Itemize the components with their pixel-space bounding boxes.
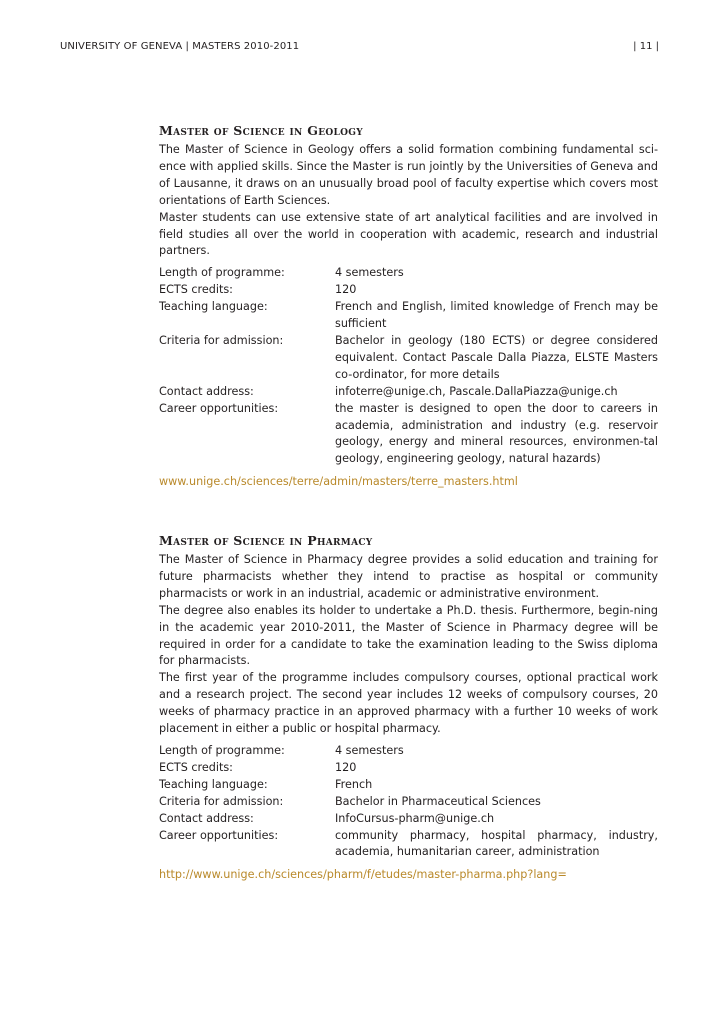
detail-label: Length of programme: [159,743,285,757]
detail-value: Bachelor in geology (180 ECTS) or degree considered equivalent. Contact Pascale Dalla Piazza, ELSTE Masters co-ordinator, for more details [335,333,658,381]
detail-value: 4 semesters [335,266,404,280]
page-number: | 11 | [633,41,659,52]
detail-row [159,282,658,299]
running-header: UNIVERSITY OF GENEVA | MASTERS 2010-2011 [60,41,300,52]
pharmacy-section [159,533,658,884]
detail-row [159,401,658,469]
detail-label: ECTS credits: [159,760,233,774]
geology-section [159,123,658,491]
detail-label: Criteria for admission: [159,794,284,808]
pharmacy-title: Master of Science in Pharmacy [159,533,373,548]
detail-label: Criteria for admission: [159,333,284,347]
detail-value: French and English, limited knowledge of French may be sufficient [335,300,658,331]
geology-paragraph: Master students can use extensive state of art analytical facilities and are involved in field studies all over the world in cooperation with academic, research and industrial partners. [159,210,658,258]
detail-value: 120 [335,760,357,774]
detail-value: French [335,777,373,791]
detail-row [159,811,658,828]
detail-value: community pharmacy, hospital pharmacy, industry, academia, humanitarian career, administration [335,828,658,859]
detail-label: Length of programme: [159,266,285,280]
pharmacy-paragraph: The first year of the programme includes compulsory courses, optional practical work and a research project. The second year includes 12 weeks of compulsory courses, 20 weeks of pharmacy practice in an approved pharmacy with a further 10 weeks of work placement in either a public or hospital pharmacy. [159,671,658,736]
detail-row [159,794,658,811]
geology-title: Master of Science in Geology [159,123,363,138]
detail-row [159,743,658,760]
detail-row [159,828,658,862]
detail-label: Teaching language: [159,300,268,314]
detail-value: 4 semesters [335,743,404,757]
detail-row [159,777,658,794]
detail-value: InfoCursus-pharm@unige.ch [335,811,495,825]
detail-row [159,265,658,282]
detail-value: infoterre@unige.ch, Pascale.DallaPiazza@unige.ch [335,384,618,398]
detail-label: Contact address: [159,811,254,825]
detail-label: Contact address: [159,384,254,398]
detail-value: the master is designed to open the door to careers in academia, administration and industry (e.g. reservoir geology, energy and mineral resources, environmen-tal geology, engineering geology, natural hazards) [335,401,658,466]
geology-link[interactable]: www.unige.ch/sciences/terre/admin/masters/terre_masters.html [159,475,518,489]
pharmacy-paragraph: The degree also enables its holder to undertake a Ph.D. thesis. Furthermore, begin-ning in the academic year 2010-2011, the Master of Science in Pharmacy degree will be required in order for a candidate to take the examination leading to the Swiss diploma for pharmacists. [159,603,658,668]
detail-label: Teaching language: [159,777,268,791]
detail-row [159,384,658,401]
pharmacy-paragraph: The Master of Science in Pharmacy degree provides a solid education and training for future pharmacists whether they intend to practise as hospital or community pharmacists or work in an industrial, academic or administrative environment. [159,553,658,600]
geology-paragraph: The Master of Science in Geology offers a solid formation combining fundamental sci-ence with applied skills. Since the Master is run jointly by the Universities of Geneva and of Lausanne, it draws on an unusually broad pool of faculty expertise which covers most orientations of Earth Sciences. [159,143,658,207]
pharmacy-link[interactable]: http://www.unige.ch/sciences/pharm/f/etudes/master-pharma.php?lang= [159,868,567,882]
detail-value: Bachelor in Pharmaceutical Sciences [335,794,541,808]
detail-row [159,299,658,333]
pharmacy-details [159,743,658,861]
detail-row [159,333,658,384]
detail-value: 120 [335,283,357,297]
detail-label: Career opportunities: [159,401,279,415]
detail-row [159,760,658,777]
detail-label: ECTS credits: [159,283,233,297]
geology-details [159,265,658,468]
detail-label: Career opportunities: [159,828,279,842]
